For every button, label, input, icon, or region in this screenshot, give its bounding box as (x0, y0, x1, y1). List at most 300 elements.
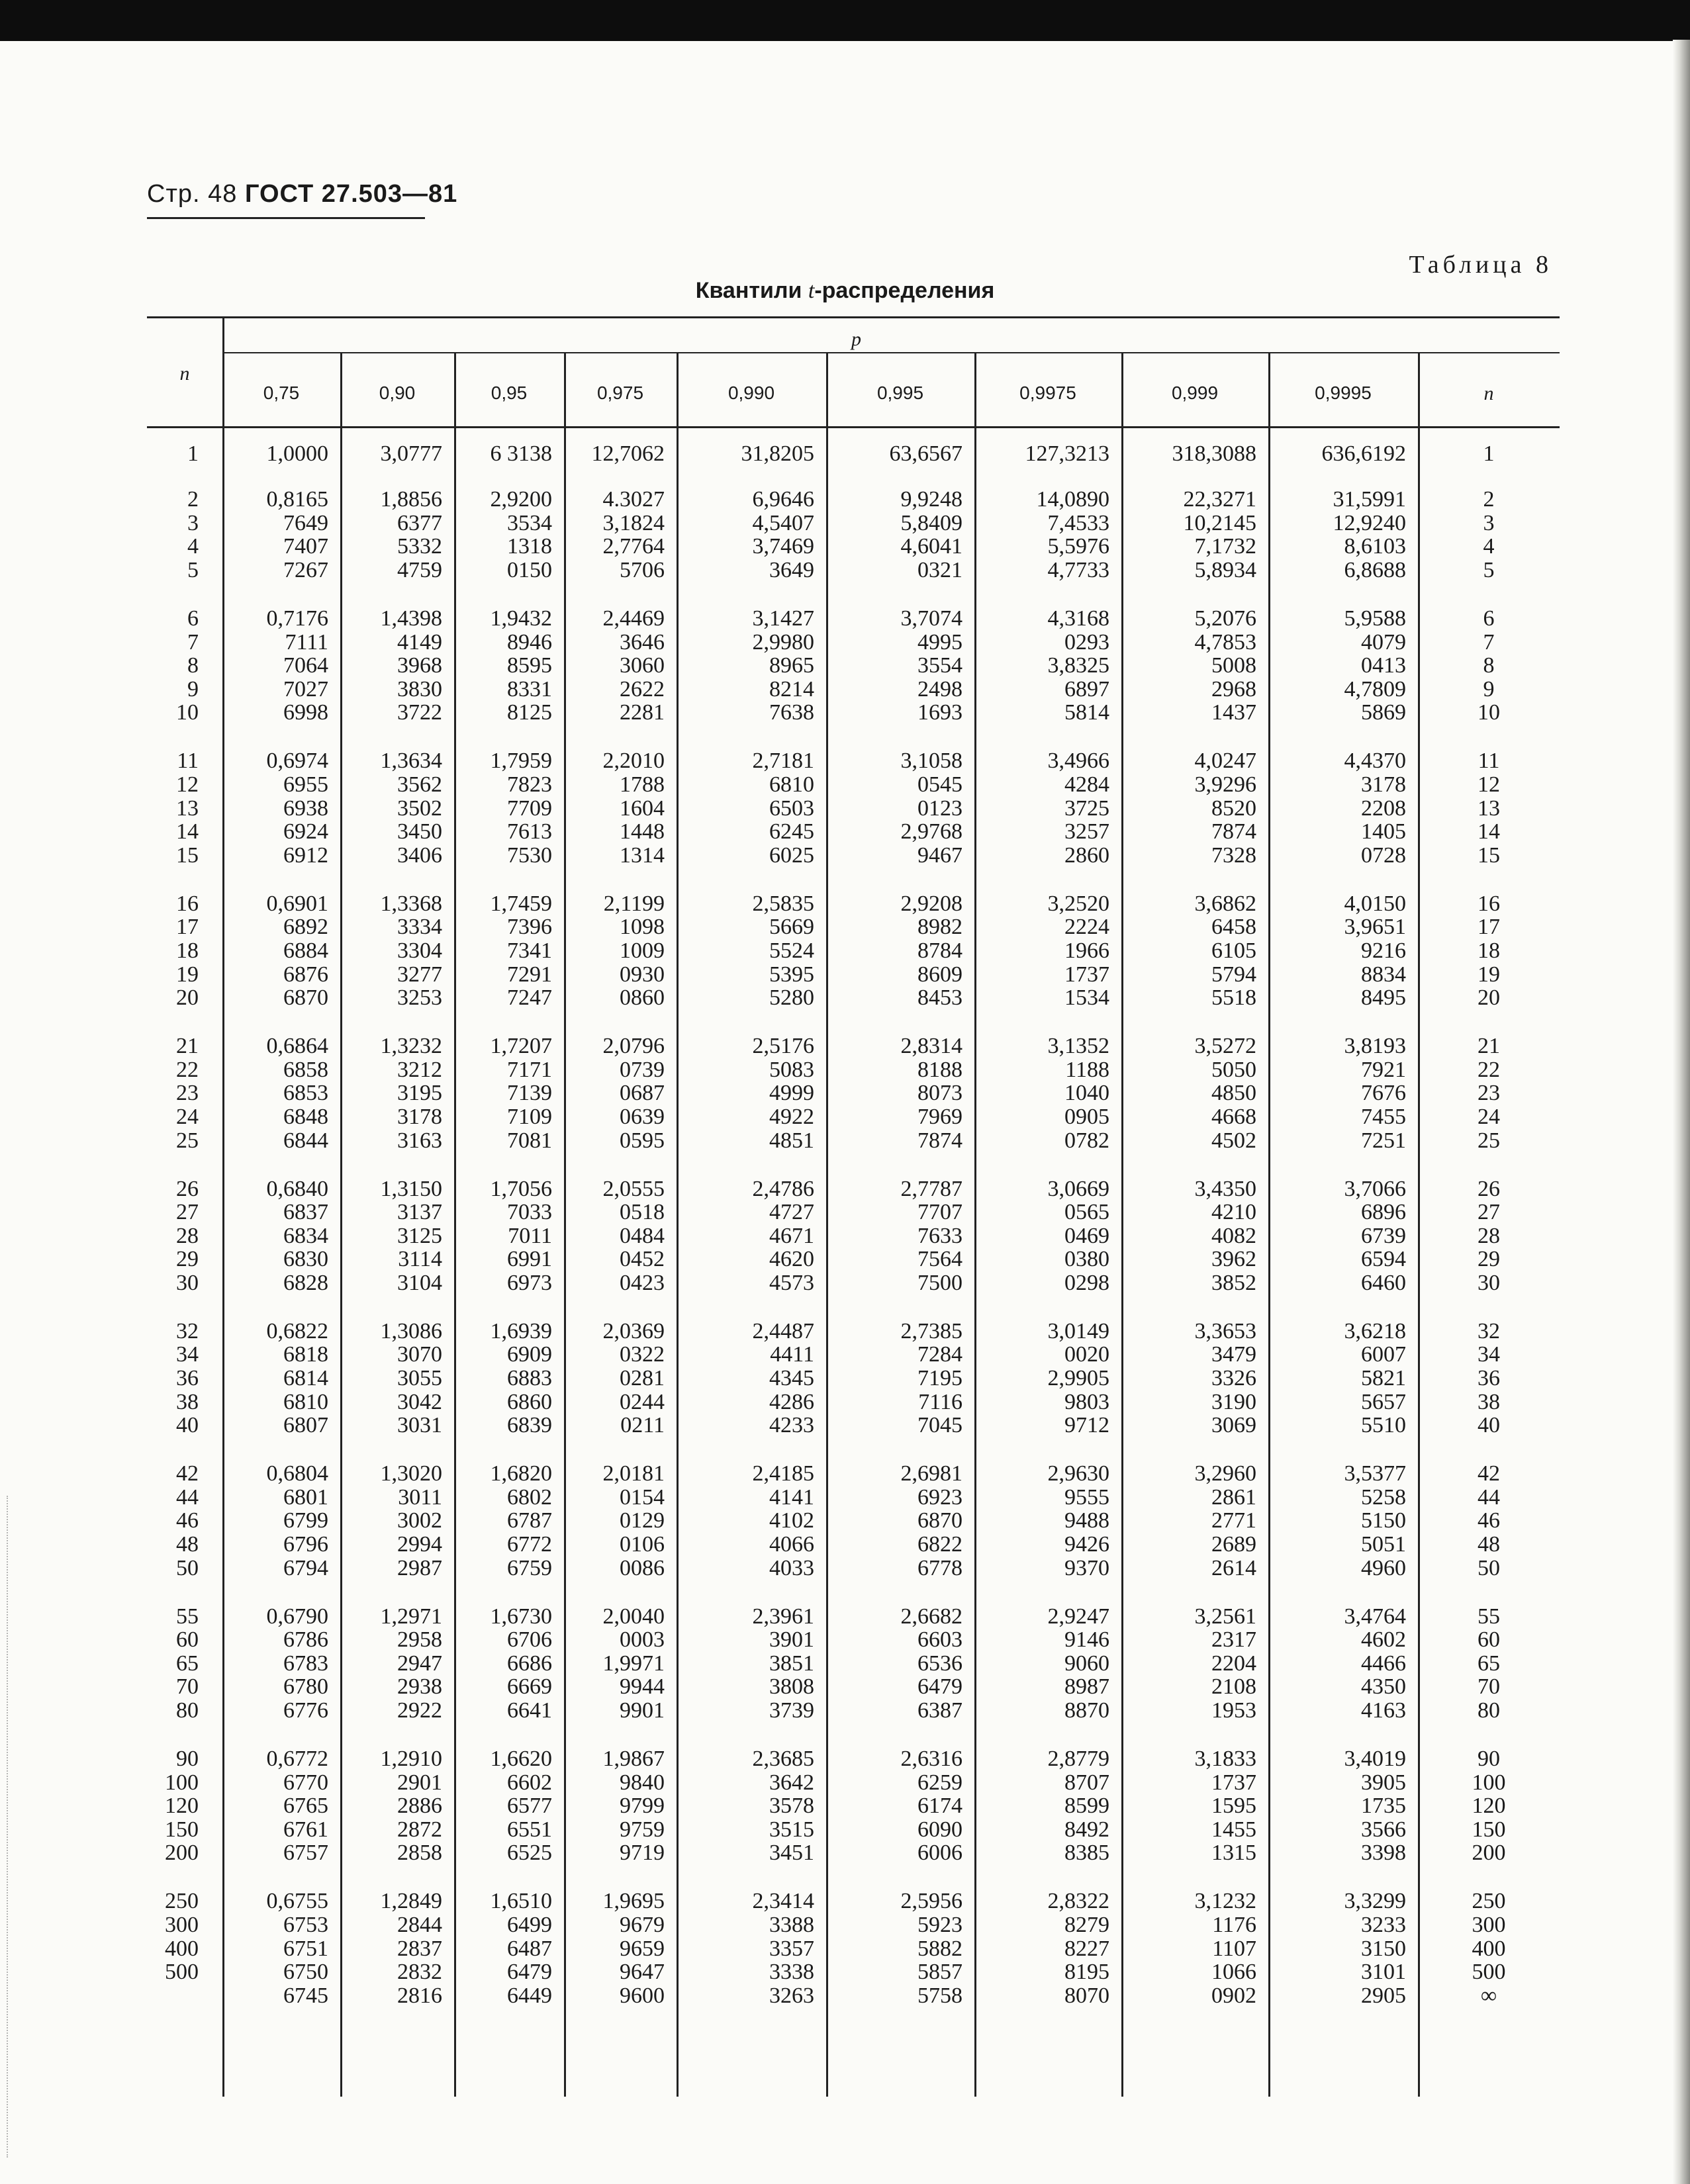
table-cell: 6479 (917, 1674, 962, 1700)
table-cell: 4,0150 (1344, 891, 1406, 916)
table-cell: 2614 (1211, 1555, 1256, 1580)
table-cell: 5657 (1361, 1389, 1406, 1414)
table-cell: 3,9296 (1194, 772, 1256, 797)
table-cell: 0930 (620, 962, 665, 987)
table-cell: 7171 (507, 1057, 552, 1082)
table-cell: 6025 (769, 842, 814, 868)
table-cell: 4,3168 (1047, 606, 1109, 631)
table-cell: 0782 (1064, 1128, 1109, 1153)
row-group (974, 749, 1109, 867)
p-header: p (851, 328, 861, 350)
table-cell: 5857 (917, 1960, 962, 1985)
table-cell: 1448 (620, 819, 665, 844)
table-cell: 3,1058 (900, 749, 962, 774)
table-cell: 3277 (397, 962, 442, 987)
page-header (147, 180, 457, 208)
table-cell: 9944 (620, 1674, 665, 1700)
table-cell: 6973 (507, 1270, 552, 1295)
table-cell: 1,4398 (380, 606, 442, 631)
table-cell: 3114 (398, 1247, 442, 1272)
table-cell: 7530 (507, 842, 552, 868)
table-cell: 6669 (507, 1674, 552, 1700)
table-cell: 7921 (1361, 1057, 1406, 1082)
table-cell: 22,3271 (1183, 487, 1256, 512)
row-group (564, 442, 665, 466)
table-cell: 25 (1478, 1128, 1500, 1153)
table-top-rule (147, 316, 1560, 318)
table-cell: 7284 (917, 1342, 962, 1367)
table-cell: 1,3086 (380, 1318, 442, 1343)
table-cell: 4671 (769, 1223, 814, 1248)
table-cell: 3178 (1361, 772, 1406, 797)
table-cell: 3,4966 (1047, 749, 1109, 774)
table-cell: 4411 (770, 1342, 814, 1367)
table-cell: 5669 (769, 915, 814, 940)
row-group (454, 892, 552, 1010)
row-group (147, 442, 199, 466)
table-cell: 3,1427 (752, 606, 814, 631)
row-group (677, 442, 814, 466)
row-group (1268, 1177, 1406, 1295)
table-cell: 3,0669 (1047, 1176, 1109, 1201)
table-cell: 6839 (507, 1413, 552, 1438)
table-cell: 16 (176, 891, 199, 916)
table-cell: 17 (1478, 915, 1500, 940)
row-group (454, 1889, 552, 2007)
table-cell: 31,8205 (741, 441, 814, 466)
table-cell: 6883 (507, 1366, 552, 1391)
table-cell: 2858 (397, 1841, 442, 1866)
table-cell: 6814 (283, 1366, 328, 1391)
table-cell: 2922 (397, 1698, 442, 1723)
table-cell: 11 (177, 749, 199, 774)
table-cell: 0211 (620, 1413, 665, 1438)
table-cell: 2,8779 (1047, 1747, 1109, 1771)
table-cell: 30 (176, 1270, 199, 1295)
table-cell: 3233 (1361, 1912, 1406, 1937)
table-cell: 4,0247 (1194, 749, 1256, 774)
table-cell: 13 (1478, 796, 1500, 821)
table-cell: 13 (176, 796, 199, 821)
table-cell: 8227 (1064, 1936, 1109, 1961)
table-cell: 3031 (397, 1413, 442, 1438)
table-cell: 6007 (1361, 1342, 1406, 1367)
table-cell: 4502 (1211, 1128, 1256, 1153)
table-cell: 8125 (507, 700, 552, 725)
table-cell: 2,0040 (602, 1604, 665, 1629)
table-cell: 11 (1478, 749, 1500, 774)
table-cell: 2281 (620, 700, 665, 725)
table-cell: 3,6218 (1344, 1318, 1406, 1343)
table-cell: 3,1833 (1194, 1747, 1256, 1771)
row-group (677, 1462, 814, 1580)
row-group (564, 1320, 665, 1437)
table-cell: 6796 (283, 1532, 328, 1557)
row-group (1268, 1462, 1406, 1580)
table-cell: 7195 (917, 1366, 962, 1391)
table-cell: 7676 (1361, 1081, 1406, 1106)
table-cell: 4 (1483, 534, 1495, 559)
table-cell: 0129 (620, 1508, 665, 1533)
table-cell: 21 (176, 1034, 199, 1059)
p-column-header: 0,990 (728, 383, 775, 403)
caption-suffix: -распределения (814, 278, 995, 303)
table-cell: 3,7074 (900, 606, 962, 631)
table-cell: 50 (1478, 1555, 1500, 1580)
table-cell: 6750 (283, 1960, 328, 1985)
table-cell: 6,8688 (1344, 558, 1406, 583)
table-cell: 7564 (917, 1247, 962, 1272)
row-group (1121, 607, 1256, 725)
quantile-column (1268, 442, 1406, 2032)
table-cell: 8385 (1064, 1841, 1109, 1866)
table-cell: 5,5976 (1047, 534, 1109, 559)
table-cell: 44 (1478, 1484, 1500, 1510)
table-cell: 3968 (397, 653, 442, 678)
table-cell: 6837 (283, 1200, 328, 1225)
table-cell: 3326 (1211, 1366, 1256, 1391)
quantile-column (340, 442, 442, 2032)
table-cell: 6479 (507, 1960, 552, 1985)
table-cell: 6 (187, 606, 199, 631)
table-cell: 0902 (1211, 1983, 1256, 2008)
table-cell: 3,5377 (1344, 1461, 1406, 1486)
row-group (1418, 607, 1560, 725)
table-cell: 0150 (507, 558, 552, 583)
row-group (974, 892, 1109, 1010)
table-cell: 8 (1483, 653, 1495, 678)
table-cell: 23 (176, 1081, 199, 1106)
table-cell: 6858 (283, 1057, 328, 1082)
table-cell: 5814 (1064, 700, 1109, 725)
table-cell: 4033 (769, 1555, 814, 1580)
table-cell: 6870 (917, 1508, 962, 1533)
table-cell: 0595 (620, 1128, 665, 1153)
table-cell: 70 (176, 1674, 199, 1700)
table-cell: 7455 (1361, 1104, 1406, 1129)
row-group (826, 1034, 962, 1152)
table-cell: 3398 (1361, 1841, 1406, 1866)
row-group (222, 892, 328, 1010)
row-group (974, 607, 1109, 725)
table-cell: 0154 (620, 1484, 665, 1510)
table-cell: 200 (165, 1841, 199, 1866)
row-group (1121, 892, 1256, 1010)
row-group (1418, 749, 1560, 867)
table-cell: 3190 (1211, 1389, 1256, 1414)
table-cell: 3566 (1361, 1817, 1406, 1842)
table-cell: 7011 (508, 1223, 552, 1248)
table-cell: 14 (176, 819, 199, 844)
table-cell: 2 (1483, 487, 1495, 512)
table-cell: 2987 (397, 1555, 442, 1580)
p-column-header: 0,75 (263, 383, 300, 403)
table-cell: 28 (176, 1223, 199, 1248)
table-cell: 12 (176, 772, 199, 797)
table-cell: 5794 (1211, 962, 1256, 987)
table-cell: 9370 (1064, 1555, 1109, 1580)
table-cell: 17 (176, 915, 199, 940)
row-group (340, 1320, 442, 1437)
table-cell: 0,8165 (266, 487, 328, 512)
table-cell: 2204 (1211, 1651, 1256, 1676)
table-cell: 6955 (283, 772, 328, 797)
table-cell: 12,9240 (1333, 510, 1406, 535)
table-cell: 6787 (507, 1508, 552, 1533)
table-cell: 6503 (769, 796, 814, 821)
caption-italic: t (808, 279, 815, 303)
table-cell: 4995 (917, 629, 962, 655)
table-cell: 19 (1478, 962, 1500, 987)
table-cell: 2,1199 (603, 891, 665, 916)
table-cell: 6923 (917, 1484, 962, 1510)
row-group (340, 607, 442, 725)
table-cell: 1534 (1064, 985, 1109, 1011)
row-group (974, 1320, 1109, 1437)
table-cell: 6830 (283, 1247, 328, 1272)
table-cell: 3150 (1361, 1936, 1406, 1961)
table-cell: 0086 (620, 1555, 665, 1580)
table-cell: 80 (1478, 1698, 1500, 1723)
row-group (222, 1462, 328, 1580)
table-cell: 3852 (1211, 1270, 1256, 1295)
row-group (677, 607, 814, 725)
table-cell: 1788 (620, 772, 665, 797)
table-cell: 26 (1478, 1176, 1500, 1201)
table-cell: 50 (176, 1555, 199, 1580)
table-cell: 3642 (769, 1770, 814, 1795)
table-cell: 200 (1472, 1841, 1506, 1866)
table-cell: 6818 (283, 1342, 328, 1367)
table-cell: 5,9588 (1344, 606, 1406, 631)
table-cell: 40 (176, 1413, 199, 1438)
table-cell: 3725 (1064, 796, 1109, 821)
table-cell: 3,4019 (1344, 1747, 1406, 1771)
row-group (826, 1177, 962, 1295)
table-cell: 2,6316 (900, 1747, 962, 1771)
table-cell: 3137 (397, 1200, 442, 1225)
row-group (1268, 892, 1406, 1010)
table-cell: 7267 (283, 558, 328, 583)
table-cell: 8982 (917, 915, 962, 940)
table-cell: 1,7959 (490, 749, 552, 774)
table-cell: 4999 (769, 1081, 814, 1106)
table-cell: 0,6772 (266, 1747, 328, 1771)
table-cell: 4 (187, 534, 199, 559)
table-cell: 4,5407 (752, 510, 814, 535)
table-cell: 6853 (283, 1081, 328, 1106)
table-cell: 6387 (917, 1698, 962, 1723)
table-cell: 1,7207 (490, 1034, 552, 1059)
table-cell: 2,5176 (752, 1034, 814, 1059)
n-values-left (147, 442, 199, 2032)
table-cell: 36 (176, 1366, 199, 1391)
table-cell: 1107 (1212, 1936, 1256, 1961)
table-cell: 6594 (1361, 1247, 1406, 1272)
table-cell: 3,1352 (1047, 1034, 1109, 1059)
table-cell: 1318 (507, 534, 552, 559)
table-cell: 0020 (1064, 1342, 1109, 1367)
table-cell: 4066 (769, 1532, 814, 1557)
table-cell: 6807 (283, 1413, 328, 1438)
table-cell: 9555 (1064, 1484, 1109, 1510)
table-cell: 2,3961 (752, 1604, 814, 1629)
table-cell: 10 (1478, 700, 1500, 725)
p-column-header: 0,9995 (1315, 383, 1372, 403)
table-cell: 31,5991 (1333, 487, 1406, 512)
table-cell: 6912 (283, 842, 328, 868)
table-cell: 6876 (283, 962, 328, 987)
table-cell: 1009 (620, 938, 665, 963)
table-cell: 8965 (769, 653, 814, 678)
row-group (1121, 749, 1256, 867)
table-cell: 9216 (1361, 938, 1406, 963)
table-cell: 3070 (397, 1342, 442, 1367)
row-group (1418, 1889, 1560, 2007)
table-cell: 6487 (507, 1936, 552, 1961)
table-cell: 2816 (397, 1983, 442, 2008)
table-cell: 6991 (507, 1247, 552, 1272)
table-cell: 7045 (917, 1413, 962, 1438)
table-cell: 7 (187, 629, 199, 655)
table-cell: 2837 (397, 1936, 442, 1961)
table-cell: 6753 (283, 1912, 328, 1937)
table-cell: 7638 (769, 700, 814, 725)
table-cell: 8,6103 (1344, 534, 1406, 559)
table-cell: 4,7853 (1194, 629, 1256, 655)
table-cell: 7649 (283, 510, 328, 535)
row-group (1268, 749, 1406, 867)
table-cell: 6810 (769, 772, 814, 797)
table-cell: 4082 (1211, 1223, 1256, 1248)
quantile-column (677, 442, 814, 2032)
table-cell: 9 (1483, 676, 1495, 702)
table-cell: 3479 (1211, 1342, 1256, 1367)
table-cell: 7251 (1361, 1128, 1406, 1153)
table-cell: 8987 (1064, 1674, 1109, 1700)
table-cell: 8 (187, 653, 199, 678)
table-cell: 8188 (917, 1057, 962, 1082)
table-cell: 2947 (397, 1651, 442, 1676)
table-cell: 6896 (1361, 1200, 1406, 1225)
table-cell: 1,9867 (602, 1747, 665, 1771)
table-cell: 500 (1472, 1960, 1506, 1985)
row-group (826, 749, 962, 867)
table-cell: 5008 (1211, 653, 1256, 678)
row-group (826, 488, 962, 582)
table-cell: ∞ (1480, 1983, 1497, 2008)
table-cell: 6686 (507, 1651, 552, 1676)
table-cell: 6897 (1064, 676, 1109, 702)
table-cell: 9426 (1064, 1532, 1109, 1557)
table-cell: 2,6981 (900, 1461, 962, 1486)
table-cell: 1,2849 (380, 1889, 442, 1914)
table-cell: 26 (176, 1176, 199, 1201)
table-cell: 6892 (283, 915, 328, 940)
table-cell: 29 (1478, 1247, 1500, 1272)
table-cell: 0728 (1361, 842, 1406, 868)
table-cell: 4,7733 (1047, 558, 1109, 583)
table-cell: 4284 (1064, 772, 1109, 797)
row-group (826, 1889, 962, 2007)
table-cell: 1455 (1211, 1817, 1256, 1842)
table-cell: 3,4764 (1344, 1604, 1406, 1629)
table-cell: 7707 (917, 1200, 962, 1225)
table-cell: 4102 (769, 1508, 814, 1533)
table-cell: 3,3299 (1344, 1889, 1406, 1914)
table-cell: 3502 (397, 796, 442, 821)
table-cell: 8495 (1361, 985, 1406, 1011)
row-group (147, 607, 199, 725)
table-cell: 2,3685 (752, 1747, 814, 1771)
table-cell: 2,9208 (900, 891, 962, 916)
table-cell: 3406 (397, 842, 442, 868)
row-group (677, 488, 814, 582)
table-cell: 38 (176, 1389, 199, 1414)
table-cell: 1098 (620, 915, 665, 940)
row-group (1268, 442, 1406, 466)
table-cell: 2,7787 (900, 1176, 962, 1201)
table-cell: 3055 (397, 1366, 442, 1391)
table-cell: 6924 (283, 819, 328, 844)
row-group (826, 892, 962, 1010)
table-cell: 3,7469 (752, 534, 814, 559)
table-cell: 1,7459 (490, 891, 552, 916)
table-cell: 4233 (769, 1413, 814, 1438)
table-cell: 100 (165, 1770, 199, 1795)
row-group (1121, 488, 1256, 582)
table-cell: 3163 (397, 1128, 442, 1153)
table-cell: 5758 (917, 1983, 962, 2008)
table-cell: 3195 (397, 1081, 442, 1106)
table-cell: 6938 (283, 796, 328, 821)
table-cell: 3,0777 (380, 441, 442, 466)
table-cell: 2,9980 (752, 629, 814, 655)
quantile-table (147, 316, 1560, 2103)
row-group (1121, 442, 1256, 466)
table-cell: 1,3634 (380, 749, 442, 774)
n-header-left: n (179, 363, 190, 385)
row-group (1121, 1605, 1256, 1723)
table-cell: 0,6804 (266, 1461, 328, 1486)
table-cell: 6174 (917, 1794, 962, 1819)
row-group (1121, 1889, 1256, 2007)
table-cell: 5,2076 (1194, 606, 1256, 631)
row-group (222, 1889, 328, 2007)
table-cell: 5083 (769, 1057, 814, 1082)
table-cell: 1,9971 (602, 1651, 665, 1676)
table-cell: 4,6041 (900, 534, 962, 559)
scan-left-speckle (7, 1496, 10, 2158)
table-cell: 6 (1483, 606, 1495, 631)
table-cell: 3,2561 (1194, 1604, 1256, 1629)
table-cell: 7109 (507, 1104, 552, 1129)
table-cell: 4.3027 (602, 487, 665, 512)
table-cell: 80 (176, 1698, 199, 1723)
table-cell: 150 (165, 1817, 199, 1842)
table-cell: 9659 (620, 1936, 665, 1961)
table-cell: 8599 (1064, 1794, 1109, 1819)
table-cell: 3042 (397, 1389, 442, 1414)
table-cell: 6006 (917, 1841, 962, 1866)
table-cell: 6449 (507, 1983, 552, 2008)
table-cell: 3002 (397, 1508, 442, 1533)
table-cell: 500 (165, 1960, 199, 1985)
row-group (340, 1177, 442, 1295)
row-group (454, 1462, 552, 1580)
row-group (826, 1462, 962, 1580)
table-cell: 400 (165, 1936, 199, 1961)
